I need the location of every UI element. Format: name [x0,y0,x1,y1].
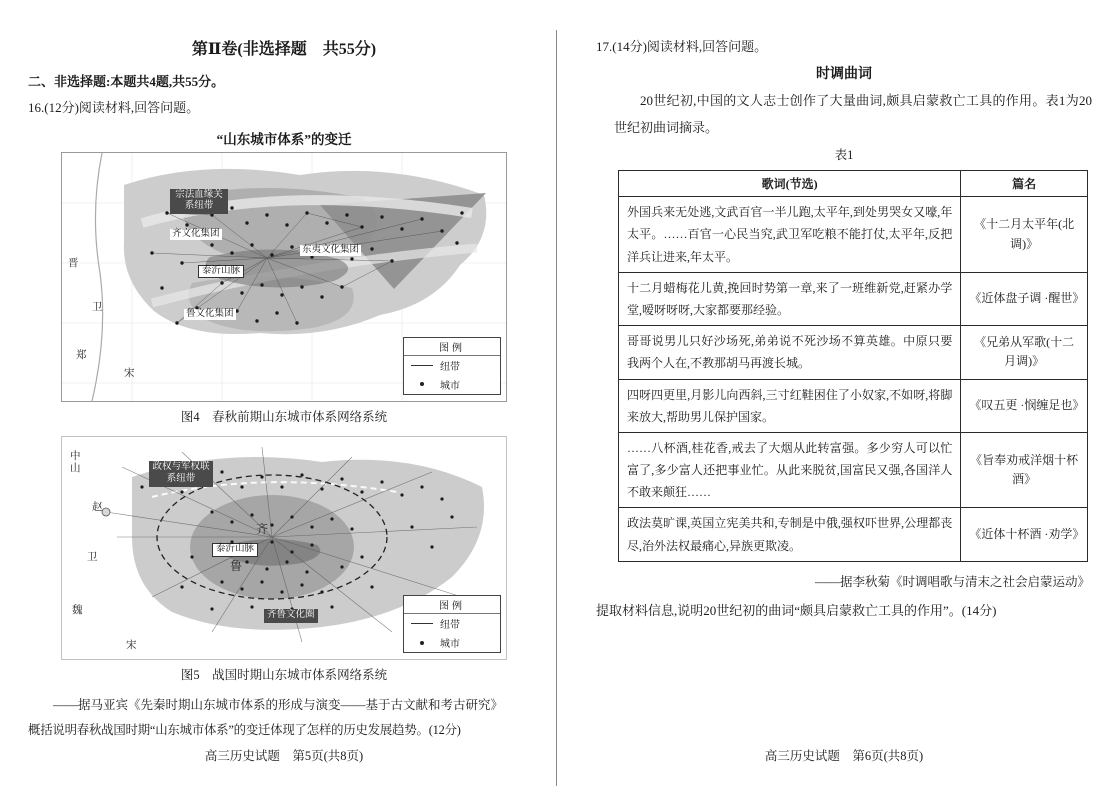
map2-region-wei: 卫 [87,552,98,564]
page-6-footer: 高三历史试题 第6页(共8页) [764,749,924,763]
table-row [619,197,1088,273]
map2-legend [403,595,501,653]
table-row [619,379,1088,432]
piece-title-cell: 《近体盘子调 ·醒世》 [961,272,1088,325]
quci-subtitle: 时调曲词 [816,66,872,82]
piece-title-cell: 《兄弟从军歌(十二月调)》 [961,326,1088,379]
lyrics-cell: 哥哥说男儿只好沙场死,弟弟说不死沙场不算英雄。中原只要我两个人在,不教那胡马再渡长城。 [619,326,961,379]
table-row [619,272,1088,325]
table-header-row [619,171,1088,197]
map1-region-jin: 晋 [68,257,79,269]
legend-bond-label: 纽带 [440,620,460,632]
map-title: “山东城市体系”的变迁 [216,131,352,147]
quci-table-body [619,197,1088,562]
map1-lu-culture-label: 鲁文化集团 [186,308,234,319]
table-row [619,432,1088,508]
title-column-header: 篇名 [961,171,1088,197]
piece-title-cell: 《近体十杯酒 ·劝学》 [961,508,1088,561]
q17-question: 提取材料信息,说明20世纪初的曲词“颇具启蒙救亡工具的作用”。(14分) [596,602,997,618]
page-6 [596,36,1092,627]
map2-qilu-culture-circle-label: 齐鲁文化圈 [264,609,318,623]
legend-title: 图例 [404,338,500,356]
map1-clan-bond-label: 宗法血缘关系纽带 [170,189,228,215]
volume-title: 第Ⅱ卷(非选择题 共55分) [191,41,377,58]
piece-title-cell: 《旨奉劝戒洋烟十杯酒》 [961,432,1088,508]
piece-title-cell: 《十二月太平年(北调)》 [961,197,1088,273]
map2-region-lu: 鲁 [230,559,243,574]
city-dot-symbol [420,382,424,386]
legend-title: 图例 [404,596,500,614]
city-dot-symbol [420,641,424,645]
q16-lead: 16.(12分)阅读材料,回答问题。 [28,99,200,115]
map2-taiyi-mountains-label: 泰沂山脉 [212,543,258,557]
lyrics-cell: 外国兵来无处逃,文武百官一半儿跑,太平年,到处男哭女又嚎,年太平。……百官一心民当究,武卫军吃粮不能打仗,太平年,反把洋兵让进来,年太平。 [619,197,961,273]
map1-legend [403,337,501,395]
map2-region-zhao: 赵 [92,502,103,514]
bond-line-symbol [411,365,433,366]
figure-4-map [61,152,507,402]
section-header: 二、非选择题:本题共4题,共55分。 [28,74,225,89]
q16-question: 概括说明春秋战国时期“山东城市体系”的变迁体现了怎样的历史发展趋势。(12分) [28,723,461,738]
page-5-footer: 高三历史试题 第5页(共8页) [204,749,364,763]
lyrics-cell: 政法莫旷课,英国立宪美共和,专制是中俄,强权吓世界,公理都丧尽,治外法权最痛心,异族更欺凌。 [619,508,961,561]
map1-taiyi-mountains-label: 泰沂山脉 [198,265,244,279]
map2-power-bond-label: 政权与军权联系纽带 [149,461,213,487]
lyrics-cell: ……八杯酒,桂花香,戒去了大烟从此转富强。多少穷人可以忙富了,多少富人还把事业忙。从此来脱贫,国富民又强,各国洋人不敢来颠狂…… [619,432,961,508]
map1-qi-culture-label: 齐文化集团 [172,228,220,239]
map2-region-qi: 齐 [256,522,269,537]
legend-city-label: 城市 [440,639,460,651]
map2-region-zhongshan: 中山 [70,451,81,475]
q17-intro-paragraph: 20世纪初,中国的文人志士创作了大量曲词,颇具启蒙救亡工具的作用。表1为20世纪初曲词摘录。 [614,92,1092,136]
quci-table [618,170,1088,562]
table-label: 表1 [834,148,854,163]
map1-region-zheng: 郑 [76,349,87,361]
legend-bond-label: 纽带 [440,361,460,373]
lyrics-cell: 四呀四更里,月影儿向西斜,三寸红鞋困住了小奴家,不如呀,将脚来放大,帮助男儿保护国家。 [619,379,961,432]
figure-5-caption: 图5 战国时期山东城市体系网络系统 [180,668,388,683]
map2-region-weiguo: 魏 [72,605,83,617]
piece-title-cell: 《叹五更 ·悯缠足也》 [961,379,1088,432]
map2-region-song: 宋 [126,640,137,652]
lyrics-cell: 十二月蜡梅花儿黄,挽回时势第一章,来了一班维新党,赶紧办学堂,嗳呀呀呀,大家都要那经验。 [619,272,961,325]
map1-region-wei: 卫 [92,301,103,313]
q16-source-citation: ——据马亚宾《先秦时期山东城市体系的形成与演变——基于古文献和考古研究》 [53,698,504,713]
table-row [619,508,1088,561]
bond-line-symbol [411,623,433,624]
legend-city-label: 城市 [440,380,460,392]
lyrics-column-header: 歌词(节选) [619,171,961,197]
figure-4-caption: 图4 春秋前期山东城市体系网络系统 [180,409,388,424]
figure-5-map [61,436,507,660]
map1-region-song: 宋 [124,367,135,379]
table-row [619,326,1088,379]
q17-source-citation: ——据李秋菊《时调唱歌与清末之社会启蒙运动》 [814,574,1090,589]
map1-dongyi-culture-label: 东夷文化集团 [302,244,360,255]
page-fold-divider [556,30,557,786]
page-5 [28,36,540,745]
q17-lead: 17.(14分)阅读材料,回答问题。 [596,39,768,54]
